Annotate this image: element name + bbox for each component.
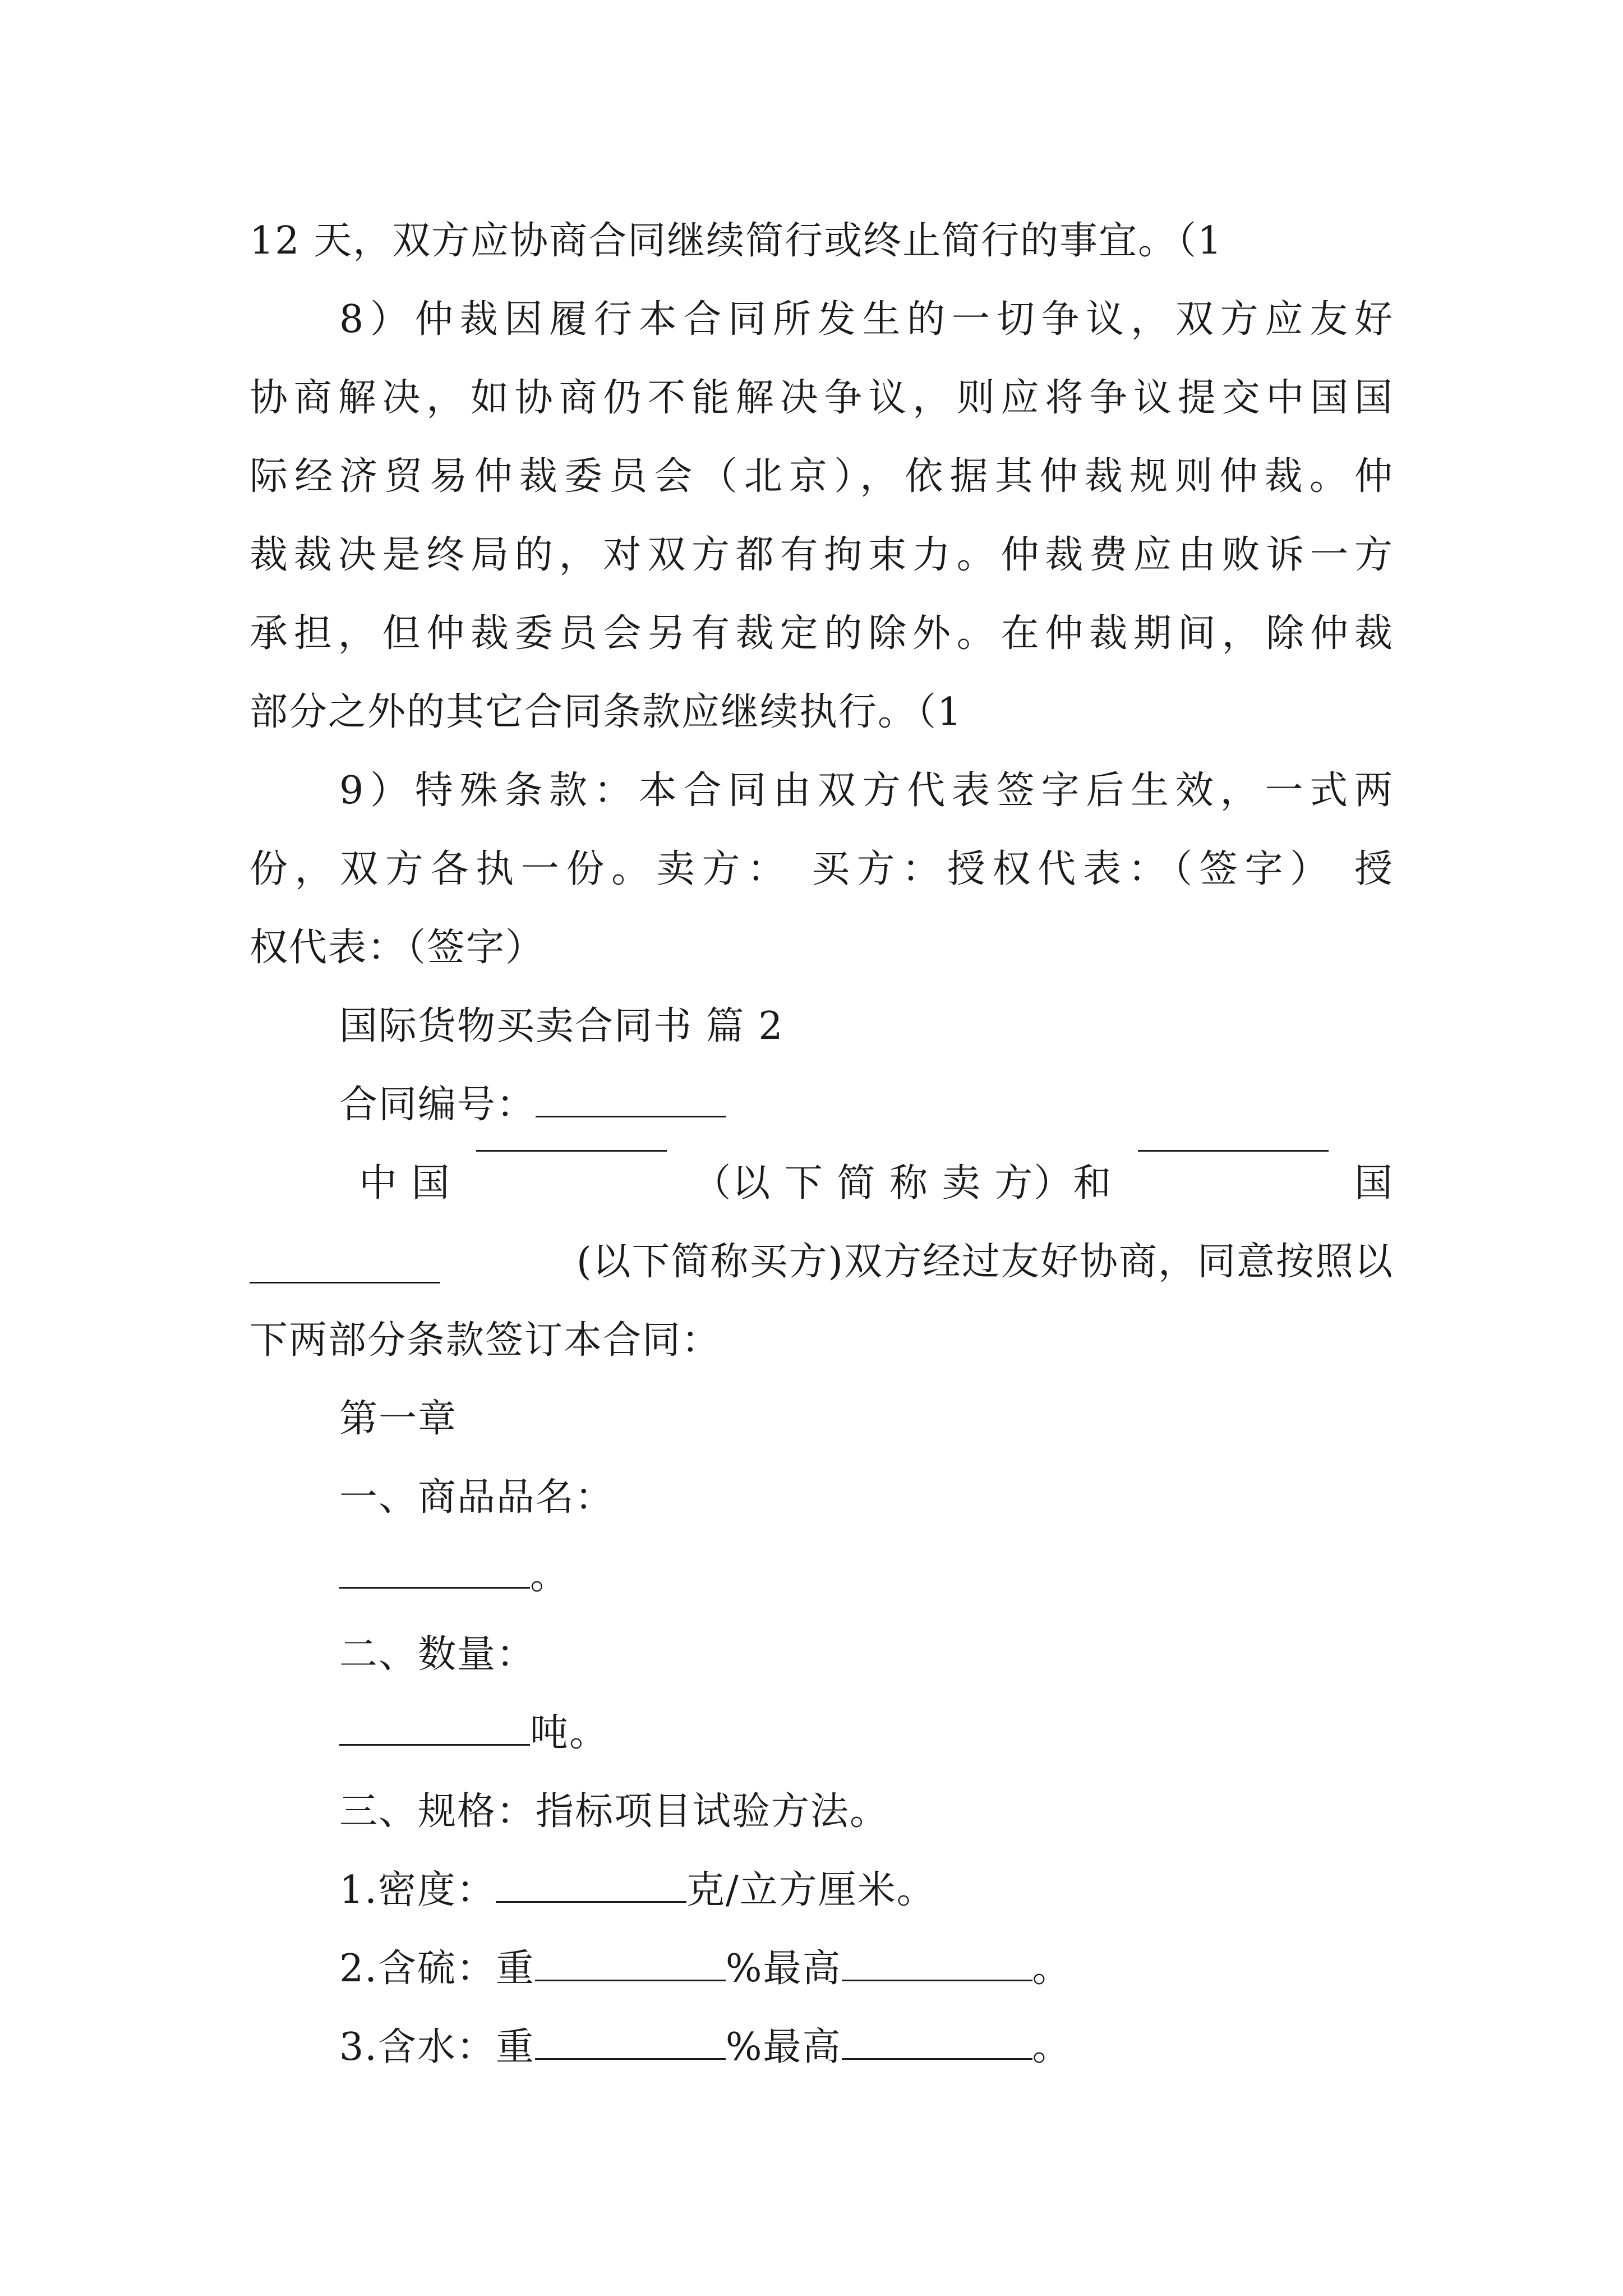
spec-sulfur-suffix: 。 <box>1032 1947 1072 1991</box>
item-quantity-label: 二、数量： <box>339 1632 536 1677</box>
contract-number-line <box>339 1066 726 1144</box>
buyer-name-blank[interactable] <box>250 1276 440 1283</box>
spec-sulfur-line <box>339 1930 1072 2008</box>
seller-name-blank[interactable] <box>476 1144 667 1152</box>
parties-line <box>250 1223 1394 1301</box>
water-weight-blank[interactable] <box>535 2053 726 2060</box>
country-label: 国 <box>1354 1161 1394 1205</box>
spec-sulfur-middle: %最高 <box>725 1947 842 1991</box>
spec-water-label: 3.含水：重 <box>339 2025 535 2069</box>
spec-water-middle: %最高 <box>725 2025 842 2069</box>
sulfur-max-blank[interactable] <box>842 1974 1032 1981</box>
spec-density-label: 1.密度： <box>339 1868 496 1912</box>
china-label: 中 国 <box>359 1161 451 1205</box>
paragraph-line: 裁裁决是终局的，对双方都有拘束力。仲裁费应由败诉一方 <box>250 533 1394 577</box>
quantity-blank[interactable] <box>339 1738 530 1746</box>
buyer-clause: (以下简称买方)双方经过友好协商，同意按照以 <box>576 1240 1394 1284</box>
paragraph-line: 权代表：（签字） <box>250 926 545 970</box>
paragraph-line: 际经济贸易仲裁委员会（北京），依据其仲裁规则仲裁。仲 <box>250 454 1394 499</box>
contract-number-blank[interactable] <box>536 1110 726 1117</box>
spec-density-line <box>339 1851 936 1930</box>
product-name-blank[interactable] <box>339 1581 530 1589</box>
spec-water-suffix: 。 <box>1032 2025 1072 2069</box>
paragraph-line: 部分之外的其它合同条款应继续执行。（1 <box>250 690 963 734</box>
item-specification-label: 三、规格：指标项目试验方法。 <box>339 1789 889 1834</box>
item-product-name-line <box>339 1537 569 1616</box>
product-name-suffix: 。 <box>530 1554 570 1598</box>
paragraph-line: 承担，但仲裁委员会另有裁定的除外。在仲裁期间，除仲裁 <box>250 611 1394 656</box>
buyer-country-blank[interactable] <box>1138 1144 1329 1152</box>
spec-density-suffix: 克/立方厘米。 <box>686 1868 936 1912</box>
sulfur-weight-blank[interactable] <box>535 1974 726 1981</box>
quantity-suffix: 吨。 <box>530 1711 609 1755</box>
item-product-name-label: 一、商品品名： <box>339 1475 615 1520</box>
paragraph-line: 协商解决，如协商仍不能解决争议，则应将争议提交中国国 <box>250 376 1394 420</box>
section-title: 国际货物买卖合同书 篇 2 <box>339 1004 784 1048</box>
contract-number-label: 合同编号： <box>339 1083 536 1127</box>
seller-clause: （以 下 简 称 卖 方）和 <box>693 1161 1113 1205</box>
item-quantity-line <box>339 1694 608 1773</box>
spec-water-line <box>339 2008 1072 2087</box>
spec-sulfur-label: 2.含硫：重 <box>339 1947 535 1991</box>
paragraph-line: 份，双方各执一份。卖方： 买方：授权代表：（签字） 授 <box>250 847 1394 891</box>
chapter-heading: 第一章 <box>339 1397 458 1441</box>
paragraph-line: 12 天，双方应协商合同继续简行或终止简行的事宜。（1 <box>250 219 1223 263</box>
water-max-blank[interactable] <box>842 2053 1032 2060</box>
density-blank[interactable] <box>496 1895 686 1903</box>
paragraph-line: 9）特殊条款：本合同由双方代表签字后生效，一式两 <box>339 769 1394 813</box>
parties-closing: 下两部分条款签订本合同： <box>250 1318 721 1363</box>
paragraph-line: 8）仲裁因履行本合同所发生的一切争议，双方应友好 <box>339 297 1394 342</box>
parties-line <box>359 1144 1394 1223</box>
